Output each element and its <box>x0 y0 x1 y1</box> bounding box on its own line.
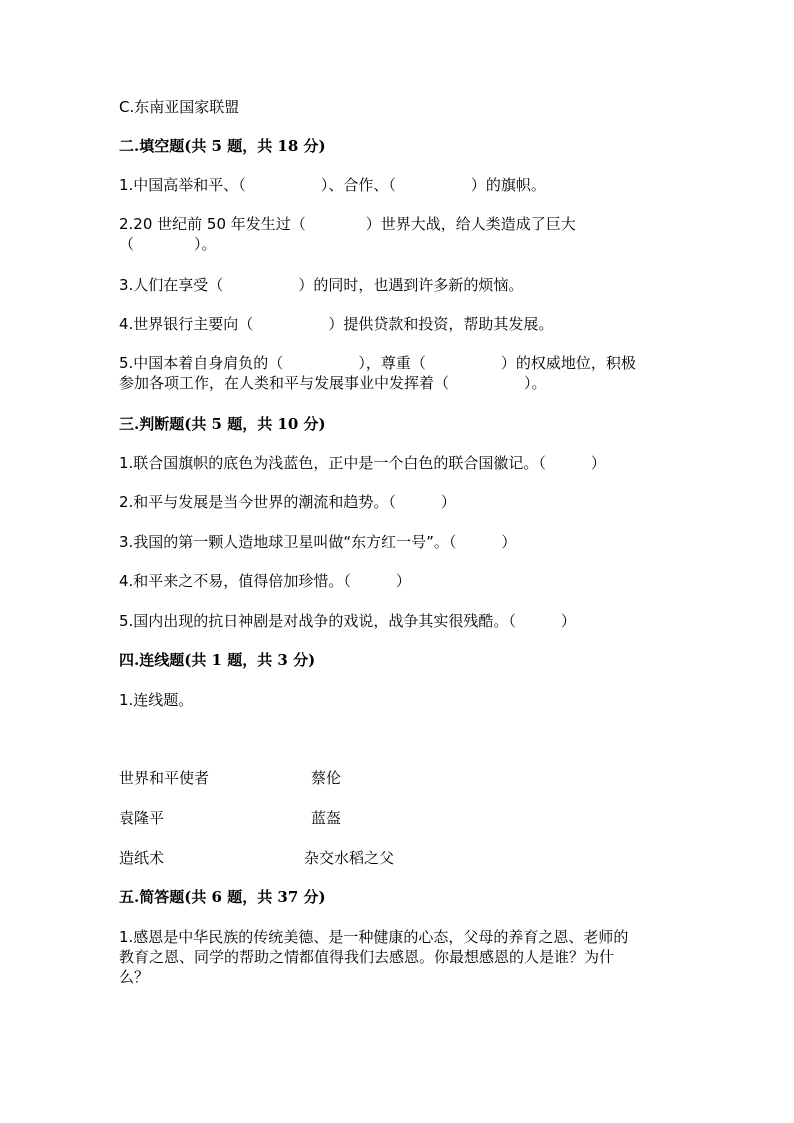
short-question-1-line-1: 1.感恩是中华民族的传统美德、是一种健康的心态，父母的养育之恩、老师的 <box>119 928 629 946</box>
option-c: C.东南亚国家联盟 <box>119 98 240 116</box>
fill-question-4: 4.世界银行主要向（ ）提供贷款和投资，帮助其发展。 <box>119 315 554 333</box>
short-question-1-line-3: 么？ <box>119 968 150 986</box>
section-heading-match: 四.连线题(共 1 题，共 3 分) <box>119 651 316 669</box>
fill-question-1: 1.中国高举和平、（ ）、合作、（ ）的旗帜。 <box>119 176 546 194</box>
section-heading-short: 五.简答题(共 6 题，共 37 分) <box>119 888 326 906</box>
fill-question-3: 3.人们在享受（ ）的同时，也遇到许多新的烦恼。 <box>119 276 524 294</box>
match-right-item: 蔡伦 <box>311 769 342 787</box>
section-heading-judge: 三.判断题(共 5 题，共 10 分) <box>119 415 326 433</box>
fill-question-5-line-2: 参加各项工作，在人类和平与发展事业中发挥着（ ）。 <box>119 374 547 392</box>
fill-question-2-line-1: 2.20 世纪前 50 年发生过（ ）世界大战，给人类造成了巨大 <box>119 215 576 233</box>
match-right-item: 杂交水稻之父 <box>304 849 395 867</box>
match-right-item: 蓝盔 <box>311 809 342 827</box>
judge-question-1: 1.联合国旗帜的底色为浅蓝色，正中是一个白色的联合国徽记。（ ） <box>119 454 606 472</box>
fill-question-5-line-1: 5.中国本着自身肩负的（ ），尊重（ ）的权威地位，积极 <box>119 354 636 372</box>
match-question-1: 1.连线题。 <box>119 691 194 709</box>
match-left-item: 袁隆平 <box>119 809 165 827</box>
short-question-1-line-2: 教育之恩、同学的帮助之情都值得我们去感恩。你最想感恩的人是谁？为什 <box>119 948 615 966</box>
section-heading-fill: 二.填空题(共 5 题，共 18 分) <box>119 137 326 155</box>
match-left-item: 世界和平使者 <box>119 769 210 787</box>
judge-question-3: 3.我国的第一颗人造地球卫星叫做“东方红一号”。（ ） <box>119 533 517 551</box>
judge-question-2: 2.和平与发展是当今世界的潮流和趋势。（ ） <box>119 493 456 511</box>
judge-question-4: 4.和平来之不易，值得倍加珍惜。（ ） <box>119 572 411 590</box>
match-left-item: 造纸术 <box>119 849 165 867</box>
judge-question-5: 5.国内出现的抗日神剧是对战争的戏说，战争其实很残酷。（ ） <box>119 612 576 630</box>
fill-question-2-line-2: （ ）。 <box>119 235 217 253</box>
